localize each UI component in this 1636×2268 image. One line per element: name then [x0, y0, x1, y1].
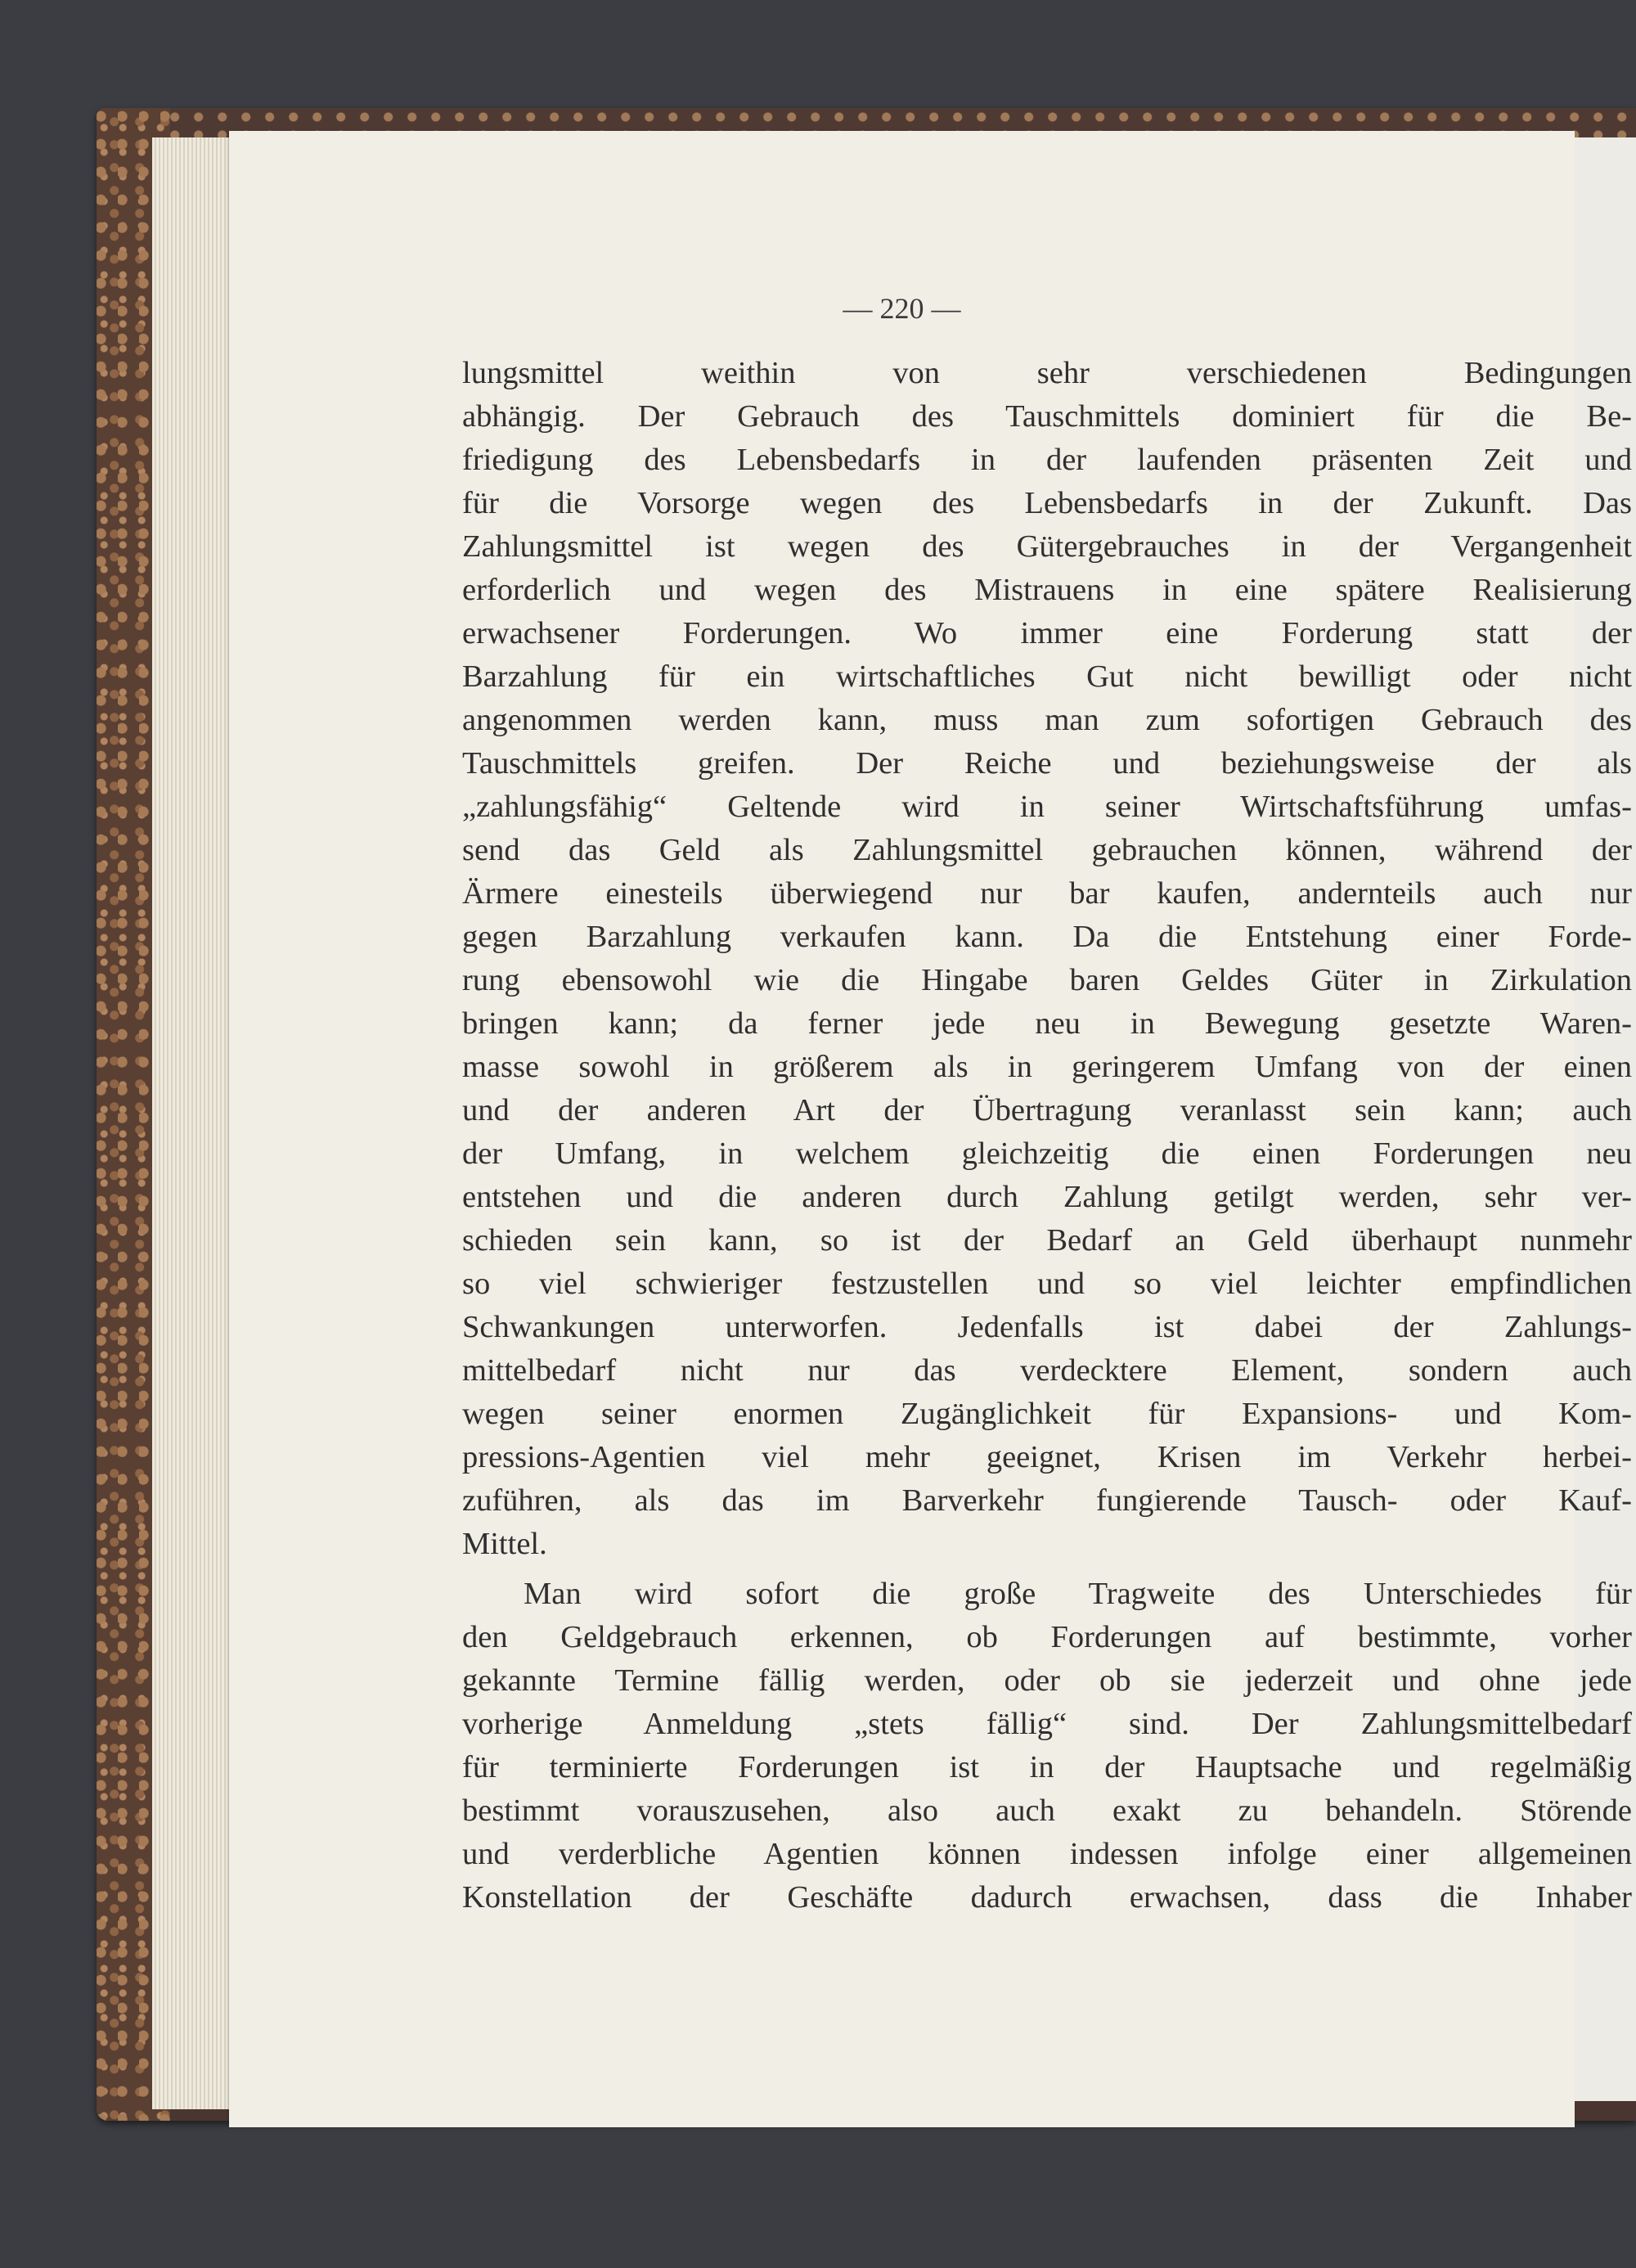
- text-line: Konstellation der Geschäfte dadurch erwachsen, dass die Inhaber: [462, 1880, 1632, 1915]
- text-line: wegen seiner enormen Zugänglichkeit für Expansions- und Kom-: [462, 1397, 1632, 1431]
- text-line: masse sowohl in größerem als in geringerem Umfang von der einen: [462, 1050, 1632, 1084]
- text-line: bestimmt vorauszusehen, also auch exakt zu behandeln. Störende: [462, 1793, 1632, 1828]
- text-line: lungsmittel weithin von sehr verschiedenen Bedingungen: [462, 356, 1632, 390]
- text-line: der Umfang, in welchem gleichzeitig die einen Forderungen neu: [462, 1136, 1632, 1171]
- text-line: rung ebensowohl wie die Hingabe baren Geldes Güter in Zirkulation: [462, 963, 1632, 997]
- text-line: so viel schwieriger festzustellen und so viel leichter empfindlichen: [462, 1267, 1632, 1301]
- text-line: den Geldgebrauch erkennen, ob Forderungen auf bestimmte, vorher: [462, 1620, 1632, 1654]
- text-line: send das Geld als Zahlungsmittel gebrauchen können, während der: [462, 833, 1632, 867]
- book-page: [229, 131, 1632, 2127]
- text-line: Ärmere einesteils überwiegend nur bar kaufen, andernteils auch nur: [462, 876, 1632, 911]
- page-body-text: [462, 352, 1632, 1919]
- text-line: Mittel.: [462, 1527, 547, 1561]
- text-line: erwachsener Forderungen. Wo immer eine Forderung statt der: [462, 616, 1632, 650]
- text-line: zuführen, als das im Barverkehr fungierende Tausch- oder Kauf-: [462, 1483, 1632, 1518]
- text-line: angenommen werden kann, muss man zum sofortigen Gebrauch des: [462, 703, 1632, 737]
- text-line: für terminierte Forderungen ist in der Hauptsache und regelmäßig: [462, 1750, 1632, 1784]
- text-line: entstehen und die anderen durch Zahlung getilgt werden, sehr ver-: [462, 1180, 1632, 1214]
- text-line: gegen Barzahlung verkaufen kann. Da die Entstehung einer Forde-: [462, 920, 1632, 954]
- text-line: friedigung des Lebensbedarfs in der laufenden präsenten Zeit und: [462, 443, 1632, 477]
- text-line: bringen kann; da ferner jede neu in Bewegung gesetzte Waren-: [462, 1006, 1632, 1041]
- text-line: abhängig. Der Gebrauch des Tauschmittels dominiert für die Be-: [462, 399, 1632, 434]
- page-number: — 220 —: [843, 292, 961, 325]
- text-line: vorherige Anmeldung „stets fällig“ sind. Der Zahlungsmittelbedarf: [462, 1707, 1632, 1741]
- text-line: gekannte Termine fällig werden, oder ob sie jederzeit und ohne jede: [462, 1663, 1632, 1698]
- text-line: mittelbedarf nicht nur das verdecktere Element, sondern auch: [462, 1353, 1632, 1388]
- text-line: Man wird sofort die große Tragweite des Unterschiedes für: [524, 1577, 1632, 1611]
- text-line: Schwankungen unterworfen. Jedenfalls ist dabei der Zahlungs-: [462, 1310, 1632, 1344]
- page-stack-edges: [152, 137, 234, 2109]
- text-line: für die Vorsorge wegen des Lebensbedarfs in der Zukunft. Das: [462, 486, 1632, 520]
- text-line: und verderbliche Agentien können indessen infolge einer allgemeinen: [462, 1837, 1632, 1871]
- text-line: „zahlungsfähig“ Geltende wird in seiner Wirtschaftsführung umfas-: [462, 790, 1632, 824]
- text-line: erforderlich und wegen des Mistrauens in eine spätere Realisierung: [462, 573, 1632, 607]
- text-line: Tauschmittels greifen. Der Reiche und beziehungsweise der als: [462, 746, 1632, 781]
- text-line: Barzahlung für ein wirtschaftliches Gut nicht bewilligt oder nicht: [462, 659, 1632, 694]
- text-line: und der anderen Art der Übertragung veranlasst sein kann; auch: [462, 1093, 1632, 1127]
- text-line: pressions-Agentien viel mehr geeignet, Krisen im Verkehr herbei-: [462, 1440, 1632, 1474]
- text-line: schieden sein kann, so ist der Bedarf an Geld überhaupt nunmehr: [462, 1223, 1632, 1258]
- text-line: Zahlungsmittel ist wegen des Gütergebrauches in der Vergangenheit: [462, 529, 1632, 564]
